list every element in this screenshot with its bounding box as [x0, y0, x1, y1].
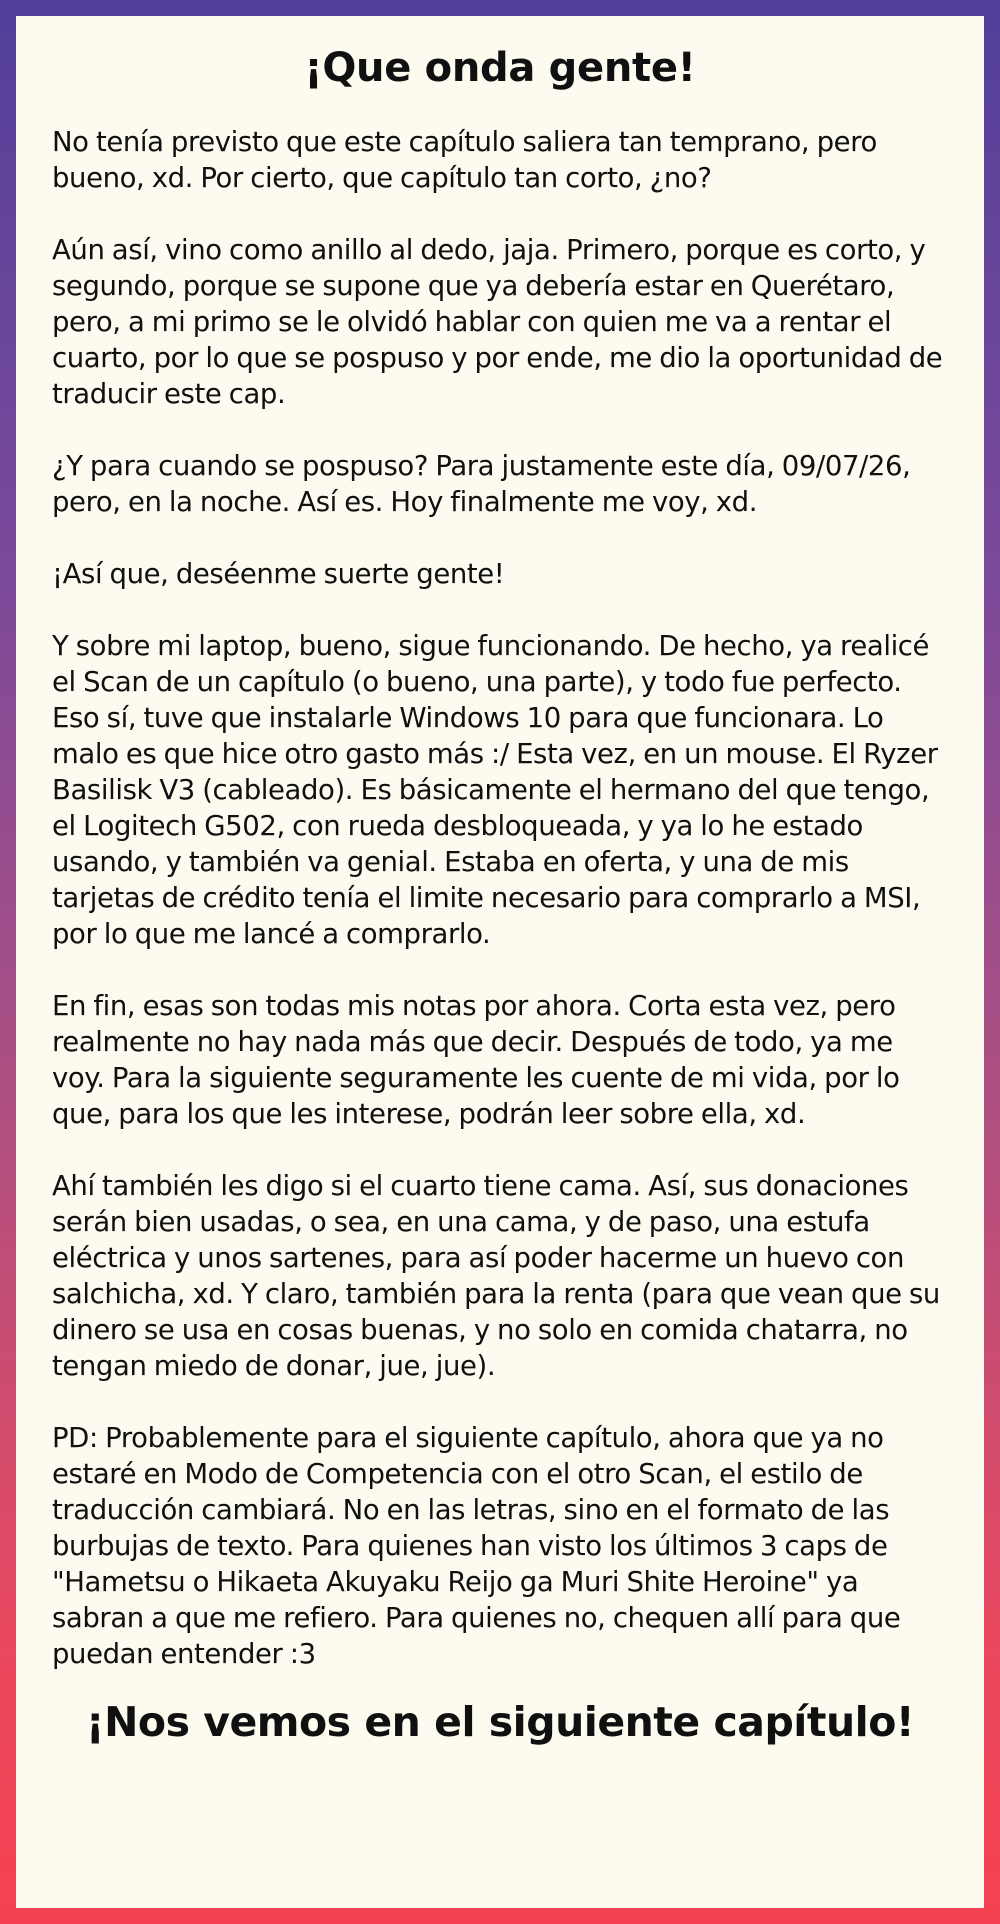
- paragraph-5: Y sobre mi laptop, bueno, sigue funcionando. De hecho, ya realicé el Scan de un capítulo (o bueno, una parte), y todo fue perfecto. Eso sí, tuve que instalarle Windows 10 para que funcionara. Lo malo es que hice otro gasto más :/ Esta vez, en un mouse. El Ryzer Basilisk V3 (cableado). Es básicamente el hermano del que tengo, el Logitech G502, con rueda desbloqueada, y ya lo he estado usando, y también va genial. Estaba en oferta, y una de mis tarjetas de crédito tenía el limite necesario para comprarlo a MSI, por lo que me lancé a comprarlo.: [52, 630, 938, 950]
- page-title: ¡Que onda gente!: [304, 45, 696, 91]
- note-card: [16, 16, 984, 1908]
- notes-body: [52, 124, 948, 1672]
- paragraph-3: ¿Y para cuando se pospuso? Para justamente este día, 09/07/26, pero, en la noche. Así es. Hoy finalmente me voy, xd.: [52, 450, 911, 518]
- paragraph-1: No tenía previsto que este capítulo saliera tan temprano, pero bueno, xd. Por cierto, que capítulo tan corto, ¿no?: [52, 126, 877, 194]
- paragraph-4: ¡Así que, deséenme suerte gente!: [52, 558, 505, 590]
- paragraph-7: Ahí también les digo si el cuarto tiene cama. Así, sus donaciones serán bien usadas, o sea, en una cama, y de paso, una estufa eléctrica y unos sartenes, para así poder hacerme un huevo con salchicha, xd. Y claro, también para la renta (para que vean que su dinero se usa en cosas buenas, y no solo en comida chatarra, no tengan miedo de donar, jue, jue).: [52, 1170, 940, 1382]
- paragraph-6: En fin, esas son todas mis notas por ahora. Corta esta vez, pero realmente no hay nada más que decir. Después de todo, ya me voy. Para la siguiente seguramente les cuente de mi vida, por lo que, para los que les interese, podrán leer sobre ella, xd.: [52, 990, 900, 1130]
- paragraph-8: PD: Probablemente para el siguiente capítulo, ahora que ya no estaré en Modo de Competencia con el otro Scan, el estilo de traducción cambiará. No en las letras, sino en el formato de las burbujas de texto. Para quienes han visto los últimos 3 caps de "Hametsu o Hikaeta Akuyaku Reijo ga Muri Shite Heroine" ya sabran a que me refiero. Para quienes no, chequen allí para que puedan entender :3: [52, 1422, 901, 1670]
- paragraph-2: Aún así, vino como anillo al dedo, jaja. Primero, porque es corto, y segundo, porque se supone que ya debería estar en Querétaro, pero, a mi primo se le olvidó hablar con quien me va a rentar el cuarto, por lo que se pospuso y por ende, me dio la oportunidad de traducir este cap.: [52, 234, 943, 410]
- closing-line: ¡Nos vemos en el siguiente capítulo!: [85, 1698, 915, 1746]
